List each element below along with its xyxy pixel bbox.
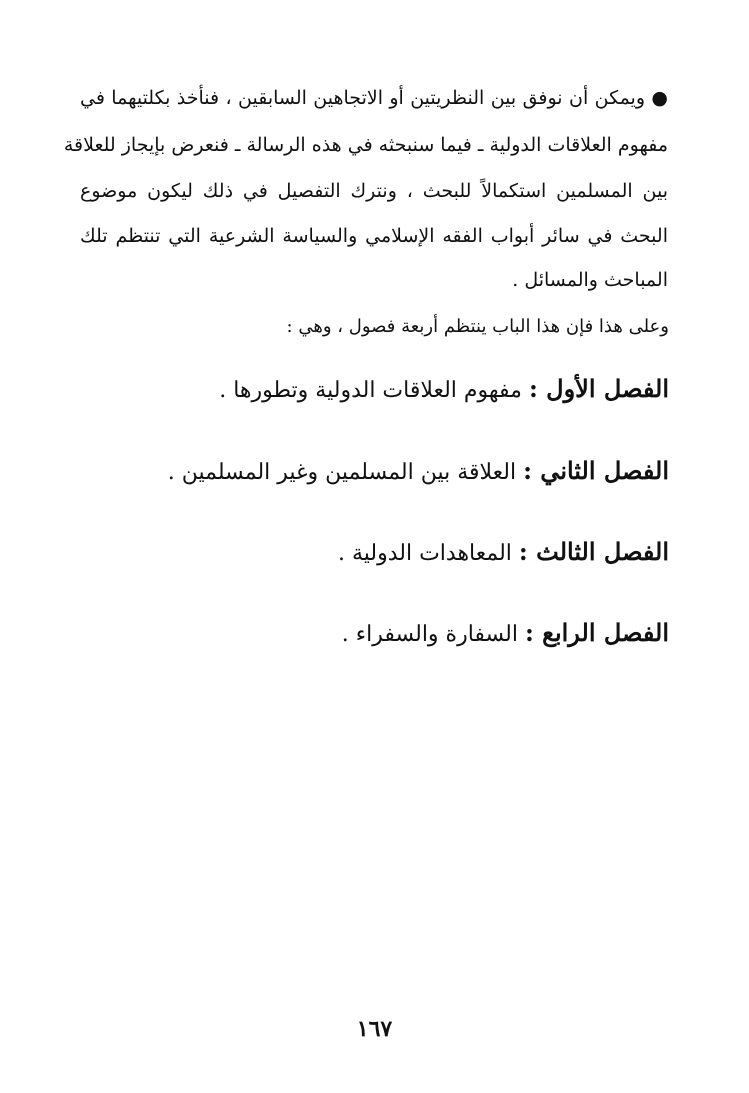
chapter-title: الفصل الأول :	[528, 374, 669, 403]
chapter-1	[219, 374, 669, 403]
chapter-text: العلاقة بين المسلمين وغير المسلمين .	[167, 460, 524, 485]
chapters-intro: وعلى هذا فإن هذا الباب ينتظم أربعة فصول ، وهي :	[286, 316, 669, 337]
chapter-3	[338, 537, 669, 566]
chapter-4	[342, 618, 669, 647]
paragraph-line: ● ويمكن أن نوفق بين النظريتين أو الاتجاهين السابقين ، فنأخذ بكلتيهما في	[80, 87, 668, 109]
paragraph-line: مفهوم العلاقات الدولية ـ فيما سنبحثه في هذه الرسالة ـ فنعرض بإيجاز للعلاقة	[63, 134, 668, 156]
paragraph-line: بين المسلمين استكمالاً للبحث ، ونترك التفصيل في ذلك ليكون موضوع	[80, 180, 668, 202]
chapter-title: الفصل الثاني :	[523, 456, 669, 485]
paragraph-line: المباحث والمسائل .	[512, 269, 668, 291]
paragraph-line: البحث في سائر أبواب الفقه الإسلامي والسياسة الشرعية التي تنتظم تلك	[80, 225, 668, 247]
chapter-2	[168, 456, 669, 485]
chapter-title: الفصل الرابع :	[524, 618, 669, 647]
chapter-title: الفصل الثالث :	[518, 537, 669, 566]
chapter-text: المعاهدات الدولية .	[337, 541, 519, 566]
chapter-text: مفهوم العلاقات الدولية وتطورها .	[219, 378, 529, 403]
page-number: ١٦٧	[356, 1016, 393, 1042]
chapter-text: السفارة والسفراء .	[341, 622, 525, 647]
